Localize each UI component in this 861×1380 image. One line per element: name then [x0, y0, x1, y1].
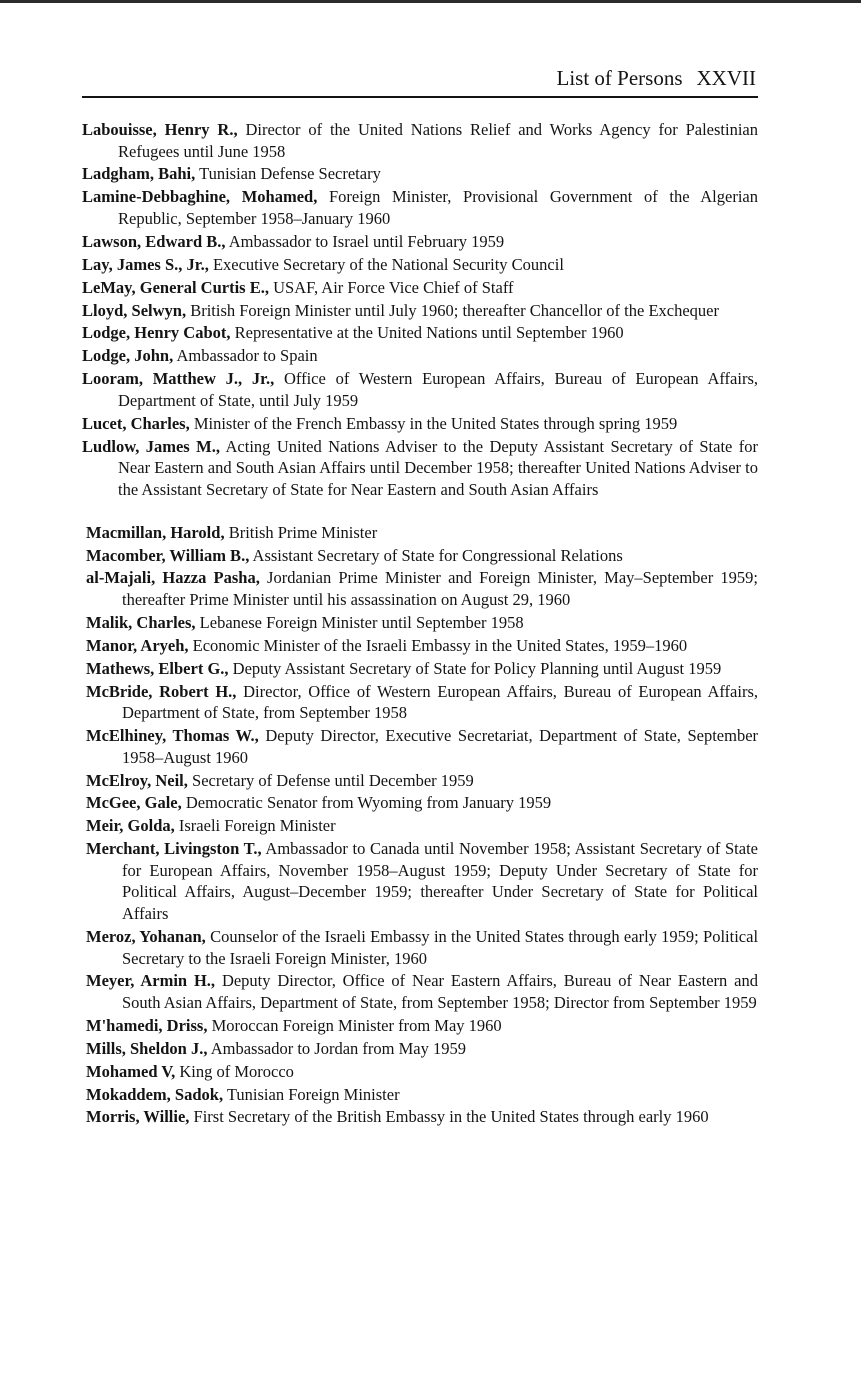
person-name: Meroz, Yohanan,: [86, 926, 206, 946]
person-name: McElhiney, Thomas W.,: [86, 726, 259, 746]
person-description: Tunisian Foreign Minister: [226, 1084, 400, 1104]
person-name: Malik, Charles,: [86, 612, 196, 632]
person-entry: [86, 792, 758, 814]
person-name: Merchant, Livingston T.,: [86, 839, 262, 859]
person-name: Mills, Sheldon J.,: [86, 1038, 208, 1058]
person-description: Moroccan Foreign Minister from May 1960: [211, 1015, 502, 1035]
person-name: Ladgham, Bahi,: [82, 164, 196, 184]
person-description: Deputy Assistant Secretary of State for Policy Planning until August 1959: [232, 658, 722, 678]
person-name: al-Majali, Hazza Pasha,: [86, 568, 260, 588]
person-entry: [86, 545, 758, 567]
person-entry: [86, 658, 758, 680]
person-name: McGee, Gale,: [86, 793, 182, 813]
person-entry: [82, 413, 758, 435]
person-entry: [86, 770, 758, 792]
person-entry: [86, 681, 758, 724]
section-l: [82, 119, 758, 500]
person-description: Jordanian Prime Minister and Foreign Minister, May–September 1959; thereafter Prime Minister until his assassination on August 29, 1960: [122, 568, 758, 610]
person-description: Ambassador to Jordan from May 1959: [210, 1038, 466, 1058]
person-entry: [86, 725, 758, 768]
scan-top-edge: [0, 0, 861, 3]
person-description: Deputy Director, Office of Near Eastern Affairs, Bureau of Near Eastern and South Asian Affairs, Department of State, from September 1958; Director from September 1959: [122, 971, 758, 1012]
page-number: XXVII: [696, 66, 756, 90]
section-spacer: [82, 502, 758, 522]
person-description: Foreign Minister, Provisional Government of the Algerian Republic, September 1958–January 1960: [118, 187, 758, 228]
person-entry: [86, 838, 758, 924]
person-entry: [86, 815, 758, 837]
person-name: Macomber, William B.,: [86, 545, 250, 565]
person-name: Morris, Willie,: [86, 1107, 190, 1127]
person-name: McBride, Robert H.,: [86, 681, 237, 701]
person-description: Ambassador to Israel until February 1959: [228, 231, 505, 251]
person-entry: [86, 522, 758, 544]
person-name: Lloyd, Selwyn,: [82, 300, 187, 320]
person-entry: [86, 1084, 758, 1106]
person-description: British Foreign Minister until July 1960; thereafter Chancellor of the Exchequer: [190, 300, 719, 320]
person-name: Manor, Aryeh,: [86, 635, 189, 655]
person-entry: [86, 970, 758, 1013]
person-description: Assistant Secretary of State for Congressional Relations: [252, 545, 623, 565]
person-name: Labouisse, Henry R.,: [82, 120, 238, 139]
person-name: Meyer, Armin H.,: [86, 971, 216, 991]
person-entry: [86, 1106, 758, 1128]
person-description: Executive Secretary of the National Security Council: [212, 254, 564, 274]
person-description: Israeli Foreign Minister: [178, 816, 336, 836]
running-header: [82, 64, 758, 98]
person-description: Counselor of the Israeli Embassy in the United States through early 1959; Political Secretary to the Israeli Foreign Minister, 1960: [122, 926, 759, 968]
person-entry: [82, 322, 758, 344]
header-text: [557, 64, 756, 92]
person-name: Looram, Matthew J., Jr.,: [82, 369, 275, 389]
person-description: King of Morocco: [179, 1061, 294, 1081]
person-entry: [82, 231, 758, 253]
person-entry: [82, 277, 758, 299]
person-name: Lay, James S., Jr.,: [82, 254, 209, 274]
person-entry: [82, 300, 758, 322]
person-name: LeMay, General Curtis E.,: [82, 277, 269, 297]
person-description: Lebanese Foreign Minister until September 1958: [199, 612, 524, 632]
person-entry: [86, 1015, 758, 1037]
person-entry: [82, 368, 758, 411]
person-name: Macmillan, Harold,: [86, 522, 225, 542]
person-description: Economic Minister of the Israeli Embassy in the United States, 1959–1960: [192, 635, 688, 655]
person-description: Office of Western European Affairs, Bureau of European Affairs, Department of State, until July 1959: [118, 369, 758, 410]
person-entry: [86, 1061, 758, 1083]
person-description: Director, Office of Western European Affairs, Bureau of European Affairs, Department of State, from September 1958: [122, 681, 758, 723]
person-description: Deputy Director, Executive Secretariat, Department of State, September 1958–August 1960: [122, 726, 759, 767]
person-entry: [86, 1038, 758, 1060]
header-title: List of Persons: [556, 66, 683, 90]
person-entry: [86, 567, 758, 610]
person-entry: [82, 163, 758, 185]
person-name: McElroy, Neil,: [86, 770, 188, 790]
person-name: Mokaddem, Sadok,: [86, 1084, 224, 1104]
person-name: Lawson, Edward B.,: [82, 231, 226, 251]
person-name: Lodge, John,: [82, 346, 174, 366]
person-name: Mohamed V,: [86, 1061, 176, 1081]
list-of-persons: [82, 119, 758, 1129]
person-name: Ludlow, James M.,: [82, 436, 220, 456]
person-description: Director of the United Nations Relief and Works Agency for Palestinian Refugees until June 1958: [118, 120, 759, 161]
person-name: Lucet, Charles,: [82, 413, 190, 433]
person-entry: [82, 345, 758, 367]
person-name: Lamine-Debbaghine, Mohamed,: [82, 187, 318, 207]
person-entry: [82, 436, 758, 501]
person-name: Meir, Golda,: [86, 816, 175, 836]
person-description: Democratic Senator from Wyoming from January 1959: [185, 793, 552, 813]
person-description: Acting United Nations Adviser to the Deputy Assistant Secretary of State for Near Eastern and South Asian Affairs until December 1958; thereafter United Nations Adviser to the Assistant Secretary of State for Near Eastern and South Asian Affairs: [118, 436, 759, 499]
person-description: Tunisian Defense Secretary: [199, 164, 381, 184]
person-entry: [82, 119, 758, 162]
person-name: Lodge, Henry Cabot,: [82, 323, 231, 343]
person-entry: [86, 926, 758, 969]
person-entry: [86, 612, 758, 634]
person-description: Secretary of Defense until December 1959: [192, 770, 474, 790]
person-entry: [82, 186, 758, 229]
person-description: Ambassador to Spain: [176, 346, 318, 366]
person-description: Representative at the United Nations until September 1960: [234, 323, 624, 343]
section-m: [82, 522, 758, 1128]
person-description: Minister of the French Embassy in the United States through spring 1959: [193, 413, 678, 433]
person-description: British Prime Minister: [228, 522, 378, 542]
person-entry: [86, 635, 758, 657]
person-name: M'hamedi, Driss,: [86, 1015, 208, 1035]
person-description: USAF, Air Force Vice Chief of Staff: [273, 277, 514, 297]
person-name: Mathews, Elbert G.,: [86, 658, 229, 678]
person-description: First Secretary of the British Embassy in the United States through early 1960: [193, 1107, 709, 1127]
person-entry: [82, 254, 758, 276]
person-description: Ambassador to Canada until November 1958; Assistant Secretary of State for European Affairs, November 1958–August 1959; Deputy Under Secretary of State for Political Affairs, August–December 1959; thereafter Under Secretary of State for Political Affairs: [122, 839, 758, 924]
